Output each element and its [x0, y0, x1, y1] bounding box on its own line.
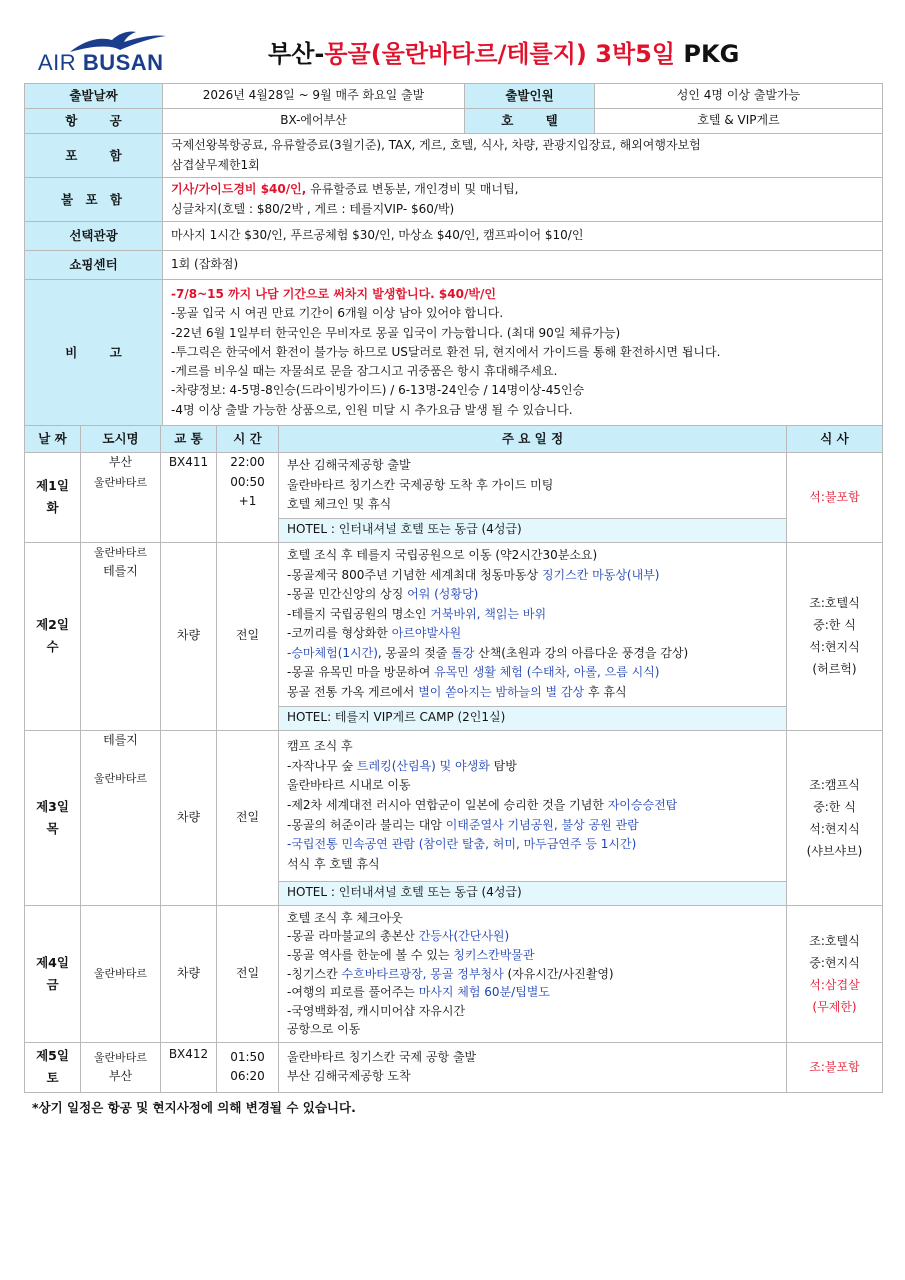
day3-meals: 조:캠프식 중:한 식 석:현지식 (샤브샤브)	[787, 730, 883, 905]
day5-date: 제5일 토	[25, 1042, 81, 1092]
day4-meals: 조:호텔식 중:현지식 석:삼겹살 (무제한)	[787, 905, 883, 1042]
header-time: 시 간	[217, 426, 279, 453]
day1-meal: 석:불포함	[787, 453, 883, 543]
people-value: 성인 4명 이상 출발가능	[595, 84, 883, 109]
optional-value: 마사지 1시간 $30/인, 푸르공체험 $30/인, 마상쇼 $40/인, 캠프파이어 $10/인	[163, 222, 883, 251]
day2-hotel: HOTEL: 테를지 VIP게르 CAMP (2인1실)	[279, 706, 787, 730]
day2-row	[25, 542, 883, 706]
day2-time: 전일	[217, 542, 279, 730]
logo-busan-text: BUSAN	[82, 50, 164, 75]
header-city: 도시명	[81, 426, 161, 453]
departure-label: 출발날짜	[25, 84, 163, 109]
day2-transport: 차량	[161, 542, 217, 730]
remarks-label: 비 고	[25, 280, 163, 426]
day1-hotel: HOTEL : 인터내셔널 호텔 또는 동급 (4성급)	[279, 518, 787, 542]
included-label: 포 함	[25, 134, 163, 178]
title-pkg: PKG	[683, 40, 740, 68]
page-header	[0, 0, 905, 82]
remark-line: -4명 이상 출발 가능한 상품으로, 인원 미달 시 추가요금 발생 될 수 있습니다.	[171, 402, 573, 417]
remark-line: -22년 6월 1일부터 한국인은 무비자로 몽골 입국이 가능합니다. (최대 90일 체류가능)	[171, 325, 621, 340]
excluded-value	[163, 178, 883, 222]
day5-meal: 조:불포함	[787, 1042, 883, 1092]
day4-itinerary: 호텔 조식 후 체크아웃 -몽골 라마불교의 총본산 간등사(간단사원) -몽골 역사를 한눈에 볼 수 있는 칭키스칸박물관 -칭기스칸 수흐바타르광장, 몽골 정부청사 (자유시간/사진촬영) -여행의 피로를 풀어주는 마사지 체험 60분/팁별도 -국영백화점, 캐시미어샵 자유시간 공항으로 이동	[279, 905, 787, 1042]
single-charge-text: 싱글차지(호텔 : $80/2박 , 게르 : 테를지VIP- $60/박)	[171, 201, 455, 216]
day3-city: 테를지 울란바타르	[81, 730, 161, 905]
hotel-value: 호텔 & VIP게르	[595, 109, 883, 134]
page-title	[268, 34, 739, 69]
airline-label: 항 공	[25, 109, 163, 134]
day3-date: 제3일 목	[25, 730, 81, 905]
people-label: 출발인원	[465, 84, 595, 109]
remarks-value	[163, 280, 883, 426]
day4-date: 제4일 금	[25, 905, 81, 1042]
title-duration: 3박5일	[595, 40, 684, 68]
day5-itinerary: 울란바타르 칭기스칸 국제 공항 출발 부산 김해국제공항 도착	[279, 1042, 787, 1092]
header-date: 날 짜	[25, 426, 81, 453]
title-origin: 부산-	[268, 40, 325, 68]
day4-time: 전일	[217, 905, 279, 1042]
air-busan-logo	[38, 28, 168, 76]
day2-meals: 조:호텔식 중:한 식 석:현지식 (허르헉)	[787, 542, 883, 730]
shopping-label: 쇼핑센터	[25, 251, 163, 280]
day3-hotel: HOTEL : 인터내셔널 호텔 또는 동급 (4성급)	[279, 881, 787, 905]
day3-time: 전일	[217, 730, 279, 905]
day2-itinerary: 호텔 조식 후 테를지 국립공원으로 이동 (약2시간30분소요) -몽골제국 800주년 기념한 세계최대 청동마동상 징기스칸 마동상(내부) -몽골 민간신앙의 상징 어워 (성황당) -테를지 국립공원의 명소인 거북바위, 책읽는 바위 -코끼리를 형상화한 아르야발사원 -승마체험(1시간), 몽골의 젖줄 톨강 산책(초원과 강의 아름다운 풍경을 감상) -몽골 유목민 마을 방문하여 유목민 생활 체험 (수태차, 아롤, 으름 시식) 몽골 전통 가옥 게르에서 별이 쏟아지는 밤하늘의 별 감상 후 휴식	[279, 542, 787, 706]
day5-transport: BX412	[161, 1042, 217, 1092]
day1-itinerary: 부산 김해국제공항 출발 울란바타르 칭기스칸 국제공항 도착 후 가이드 미팅 호텔 체크인 및 휴식	[279, 453, 787, 519]
day4-transport: 차량	[161, 905, 217, 1042]
info-table	[24, 83, 883, 426]
day2-date: 제2일 수	[25, 542, 81, 730]
remark-line: -게르를 비우실 때는 자물쇠로 문을 잠그시고 귀중품은 항시 휴대해주세요.	[171, 364, 558, 379]
departure-value: 2026년 4월28일 ~ 9월 매주 화요일 출발	[163, 84, 465, 109]
day2-city: 울란바타르 테를지	[81, 542, 161, 730]
day5-city: 울란바타르 부산	[81, 1042, 161, 1092]
guide-fee-text: 기사/가이드경비 $40/인,	[171, 181, 307, 196]
footer-note: *상기 일정은 항공 및 현지사정에 의해 변경될 수 있습니다.	[32, 1100, 356, 1115]
excluded-text: 유류할증료 변동분, 개인경비 및 매너팁,	[306, 181, 519, 196]
excluded-label: 불 포 함	[25, 178, 163, 222]
remark-line: -차량정보: 4-5명-8인승(드라이빙가이드) / 6-13명-24인승 / 14명이상-45인승	[171, 383, 585, 398]
day3-itinerary: 캠프 조식 후 -자작나무 숲 트레킹(산림욕) 및 야생화 탐방 울란바타르 시내로 이동 -제2차 세계대전 러시아 연합군이 일본에 승리한 것을 기념한 자이승승전탑 -몽골의 허준이라 불리는 대암 이태준열사 기념공원, 불상 공원 관람 -국립전통 민속공연 관람 (참이란 탈춤, 허미, 마두금연주 등 1시간) 석식 후 호텔 휴식	[279, 730, 787, 881]
day3-transport: 차량	[161, 730, 217, 905]
shopping-value: 1회 (잡화점)	[163, 251, 883, 280]
airline-value: BX-에어부산	[163, 109, 465, 134]
included-line: 삼겹살무제한1회	[171, 157, 260, 172]
remark-line: -7/8~15 까지 나담 기간으로 써차지 발생합니다. $40/박/인	[171, 287, 496, 302]
day1-row	[25, 453, 883, 519]
day1-transport: BX411	[161, 453, 217, 543]
remark-line: -투그릭은 한국에서 환전이 불가능 하므로 US달러로 환전 뒤, 현지에서 가이드를 통해 환전하시면 됩니다.	[171, 344, 721, 359]
day1-time: 22:00 00:50 +1	[217, 453, 279, 543]
optional-label: 선택관광	[25, 222, 163, 251]
title-destination: 몽골(울란바타르/테를지)	[324, 40, 596, 68]
day4-city: 울란바타르	[81, 905, 161, 1042]
day4-row	[25, 905, 883, 1042]
day1-date: 제1일 화	[25, 453, 81, 543]
day5-row	[25, 1042, 883, 1092]
included-line: 국제선왕복항공료, 유류할증료(3월기준), TAX, 게르, 호텔, 식사, 차량, 관광지입장료, 해외여행자보험	[171, 137, 701, 152]
day5-time: 01:50 06:20	[217, 1042, 279, 1092]
header-meals: 식 사	[787, 426, 883, 453]
day3-row	[25, 730, 883, 881]
day1-city: 부산 울란바타르	[81, 453, 161, 543]
header-transport: 교 통	[161, 426, 217, 453]
remark-line: -몽골 입국 시 여권 만료 기간이 6개월 이상 남아 있어야 합니다.	[171, 306, 504, 321]
schedule-table	[24, 425, 883, 1093]
logo-air-text: AIR	[38, 50, 77, 75]
included-value	[163, 134, 883, 178]
header-itinerary: 주 요 일 정	[279, 426, 787, 453]
hotel-label: 호 텔	[465, 109, 595, 134]
